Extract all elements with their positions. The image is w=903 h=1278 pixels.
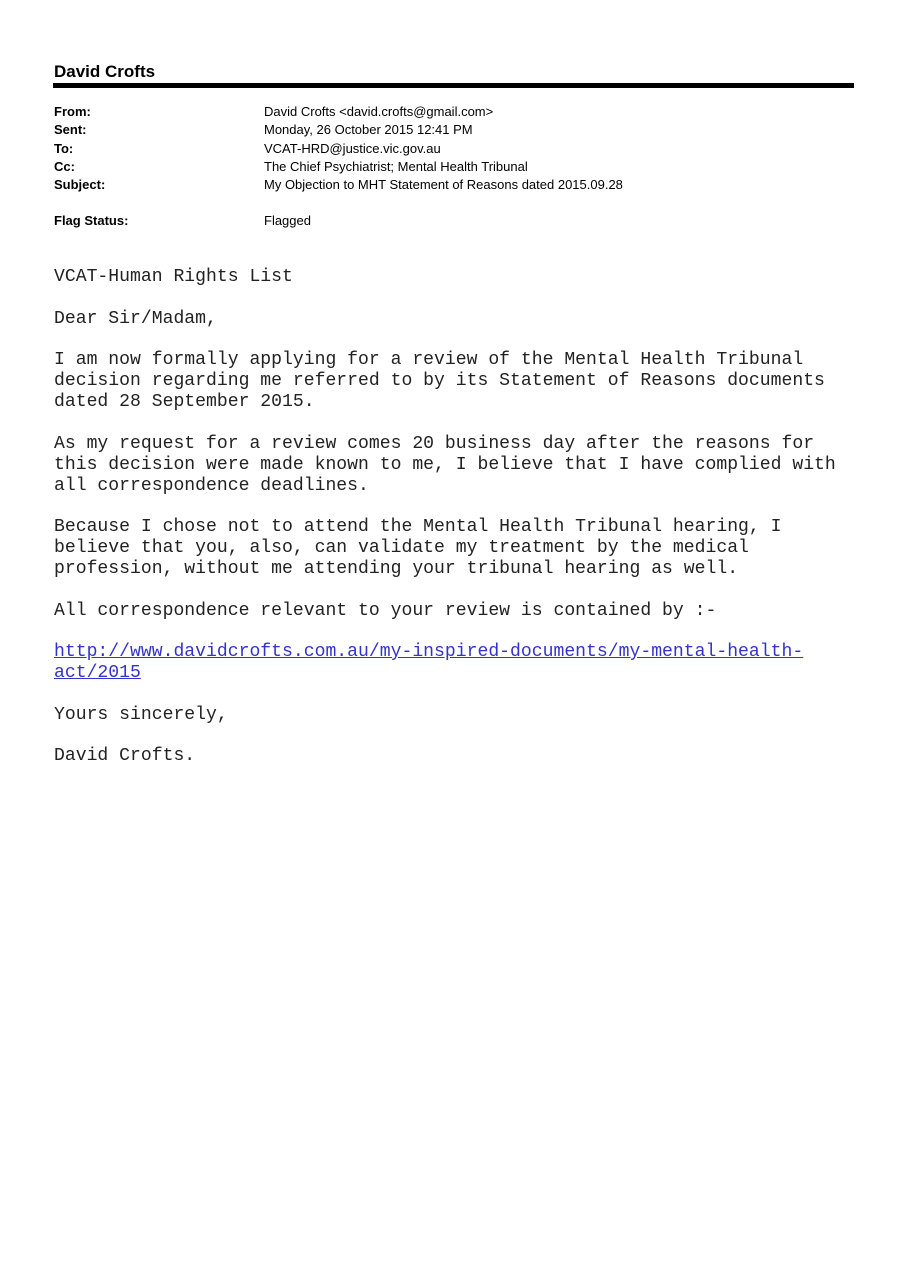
sender-name: David Crofts: [54, 62, 156, 81]
cc-value: The Chief Psychiatrist; Mental Health Tribunal: [264, 158, 528, 174]
meta-row-to: [54, 140, 623, 158]
signature: David Crofts.: [54, 746, 196, 766]
email-body: [54, 267, 854, 788]
body-paragraph-3: Because I chose not to attend the Mental Health Tribunal hearing, I believe that you, also, can validate my treatment by the medical profession, without me attending your tribunal hearing as well.: [54, 517, 782, 579]
meta-row-flag-status: [54, 212, 623, 230]
body-paragraph-4: All correspondence relevant to your review is contained by :-: [54, 600, 717, 621]
body-paragraph-2: As my request for a review comes 20 business day after the reasons for this decision were made known to me, I believe that I have complied with all correspondence deadlines.: [54, 433, 836, 496]
to-label: To:: [54, 140, 74, 156]
header-divider: [53, 83, 854, 88]
closing: Yours sincerely,: [54, 704, 228, 725]
meta-row-from: [54, 103, 623, 121]
salutation: Dear Sir/Madam,: [54, 308, 217, 329]
flag-status-value: Flagged: [264, 213, 311, 229]
to-value: VCAT-HRD@justice.vic.gov.au: [264, 140, 441, 156]
from-label: From:: [54, 104, 91, 119]
flag-status-label: Flag Status:: [54, 213, 129, 229]
subject-label: Subject:: [54, 177, 106, 193]
meta-row-subject: [54, 176, 623, 194]
from-value: David Crofts <david.crofts@gmail.com>: [264, 104, 494, 119]
email-metadata: [54, 103, 623, 231]
subject-value: My Objection to MHT Statement of Reasons dated 2015.09.28: [264, 177, 623, 193]
sent-value: Monday, 26 October 2015 12:41 PM: [264, 122, 473, 138]
documents-link[interactable]: http://www.davidcrofts.com.au/my-inspired-documents/my-mental-health- act/2015: [54, 642, 804, 683]
sent-label: Sent:: [54, 122, 87, 138]
body-heading: VCAT-Human Rights List: [54, 267, 293, 287]
cc-label: Cc:: [54, 158, 75, 174]
meta-row-cc: [54, 158, 623, 176]
body-paragraph-1: I am now formally applying for a review of the Mental Health Tribunal decision regarding me referred to by its Statement of Reasons documents dated 28 September 2015.: [54, 350, 825, 412]
link-paragraph: [54, 642, 854, 684]
meta-row-sent: [54, 121, 623, 139]
